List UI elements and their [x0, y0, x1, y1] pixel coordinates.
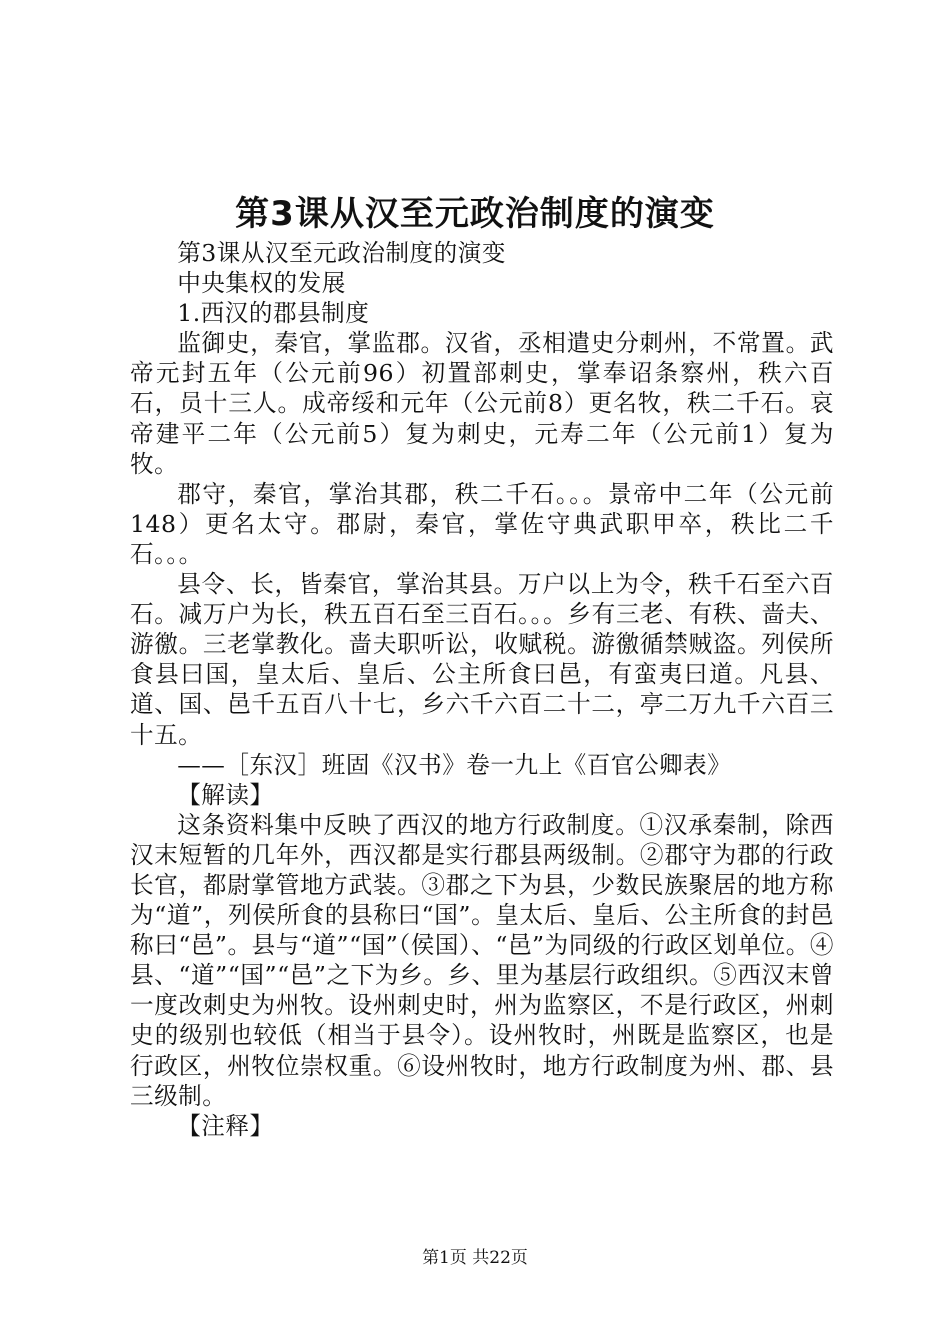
citation: ——［东汉］班固《汉书》卷一九上《百官公卿表》 [177, 750, 732, 779]
paragraph: 中央集权的发展 [177, 269, 346, 298]
paragraph: 监御史，秦官，掌监郡。汉省，丞相遣史分刺州，不常置。武帝元封五年（公元前96）初置部刺史，掌奉诏条察州，秩六百石，员十三人。成帝绥和元年（公元前8）更名牧，秩二千石。哀帝建平二年（公元前5）复为刺史，元寿二年（公元前1）复为牧。 [130, 329, 834, 478]
paragraph: 县令、长，皆秦官，掌治其县。万户以上为令，秩千石至六百石。减万户为长，秩五百石至三百石。。。乡有三老、有秩、啬夫、游徼。三老掌教化。啬夫职听讼，收赋税。游徼循禁贼盗。列侯所食县曰国，皇太后、皇后、公主所食曰邑，有蛮夷曰道。凡县、道、国、邑千五百八十七，乡六千六百二十二，亭二万九千六百三十五。 [130, 570, 834, 749]
section-heading: 【注释】 [177, 1111, 274, 1140]
paragraph: 郡守，秦官，掌治其郡，秩二千石。。。景帝中二年（公元前148）更名太守。郡尉，秦官，掌佐守典武职甲卒，秩比二千石。。。 [130, 479, 834, 568]
paragraph: 第3课从汉至元政治制度的演变 [177, 239, 506, 267]
paragraph: 这条资料集中反映了西汉的地方行政制度。①汉承秦制，除西汉末短暂的几年外，西汉都是实行郡县两级制。②郡守为郡的行政长官，都尉掌管地方武装。③郡之下为县，少数民族聚居的地方称为“道”，列侯所食的县称曰“国”。皇太后、皇后、公主所食的封邑称曰“邑”。县与“道”“国”（侯国）、“邑”为同级的行政区划单位。④县、“道”“国”“邑”之下为乡。乡、里为基层行政组织。⑤西汉末曾一度改刺史为州牧。设州刺史时，州为监察区，不是行政区，州刺史的级别也较低（相当于县令）。设州牧时，州既是监察区，也是行政区，州牧位崇权重。⑥设州牧时，地方行政制度为州、郡、县三级制。 [130, 810, 834, 1110]
document-body [130, 238, 834, 1141]
page-footer: 第1页 共22页 [422, 1248, 528, 1268]
paragraph: 1.西汉的郡县制度 [177, 299, 370, 328]
section-heading: 【解读】 [177, 780, 274, 809]
document-title: 第3课从汉至元政治制度的演变 [235, 194, 715, 234]
